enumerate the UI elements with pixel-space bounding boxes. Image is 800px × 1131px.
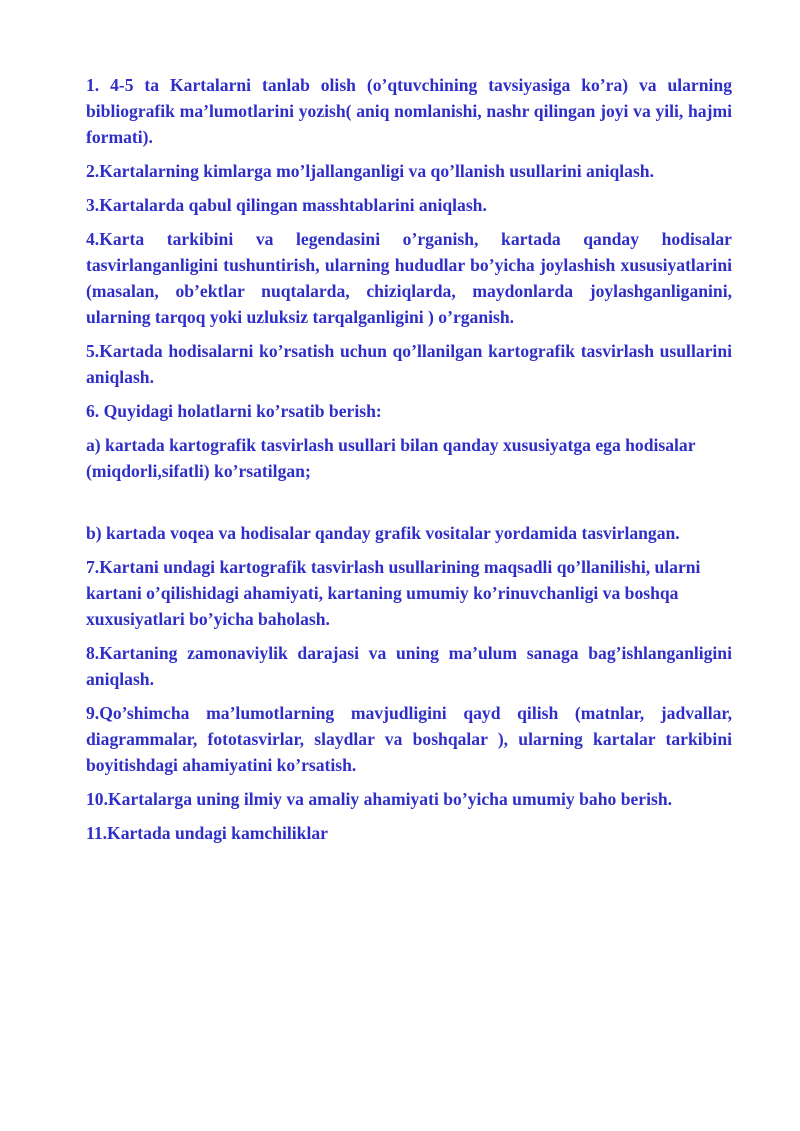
- paragraph-6b: b) kartada voqea va hodisalar qanday grafik vositalar yordamida tasvirlangan.: [86, 523, 680, 543]
- paragraph-10: 10.Kartalarga uning ilmiy va amaliy ahamiyati bo’yicha umumiy baho berish.: [86, 789, 673, 809]
- paragraph-8: 8.Kartaning zamonaviylik darajasi va uning ma’ulum sanaga bag’ishlanganligini aniqlash.: [86, 643, 732, 689]
- paragraph-2: 2.Kartalarning kimlarga mo’ljallanganligi va qo’llanish usullarini aniqlash.: [86, 161, 654, 181]
- paragraph-3: 3.Kartalarda qabul qilingan masshtablarini aniqlash.: [86, 195, 487, 215]
- paragraph-1: 1. 4-5 ta Kartalarni tanlab olish (o’qtuvchining tavsiyasiga ko’ra) va ularning bibliografik ma’lumotlarini yozish( aniq nomlanishi, nashr qilingan joyi va yili, hajmi formati).: [86, 75, 732, 147]
- paragraph-6a: a) kartada kartografik tasvirlash usullari bilan qanday xususiyatga ega hodisalar (miqdorli,sifatli) ko’rsatilgan;: [86, 435, 696, 481]
- paragraph-6: 6. Quyidagi holatlarni ko’rsatib berish:: [86, 401, 382, 421]
- paragraph-9: 9.Qo’shimcha ma’lumotlarning mavjudligini qayd qilish (matnlar, jadvallar, diagrammalar, fototasvirlar, slaydlar va boshqalar ), ularning kartalar tarkibini boyitishdagi ahamiyatini ko’rsatish.: [86, 703, 732, 775]
- paragraph-11: 11.Kartada undagi kamchiliklar: [86, 823, 328, 843]
- paragraph-4: 4.Karta tarkibini va legendasini o’rganish, kartada qanday hodisalar tasvirlanganligini tushuntirish, ularning hududlar bo’yicha joylashish xususiyatlarini (masalan, ob’ektlar nuqtalarda, chiziqlarda, maydonlarda joylashganliganini, ularning tarqoq yoki uzluksiz tarqalganligini ) o’rganish.: [86, 229, 732, 327]
- paragraph-5: 5.Kartada hodisalarni ko’rsatish uchun qo’llanilgan kartografik tasvirlash usullarini aniqlash.: [86, 341, 732, 387]
- paragraph-7: 7.Kartani undagi kartografik tasvirlash usullarining maqsadli qo’llanilishi, ularni kartani o’qilishidagi ahamiyati, kartaning umumiy ko’rinuvchanligi va boshqa xuxusiyatlari bo’yicha baholash.: [86, 557, 701, 629]
- document-page: [86, 72, 732, 854]
